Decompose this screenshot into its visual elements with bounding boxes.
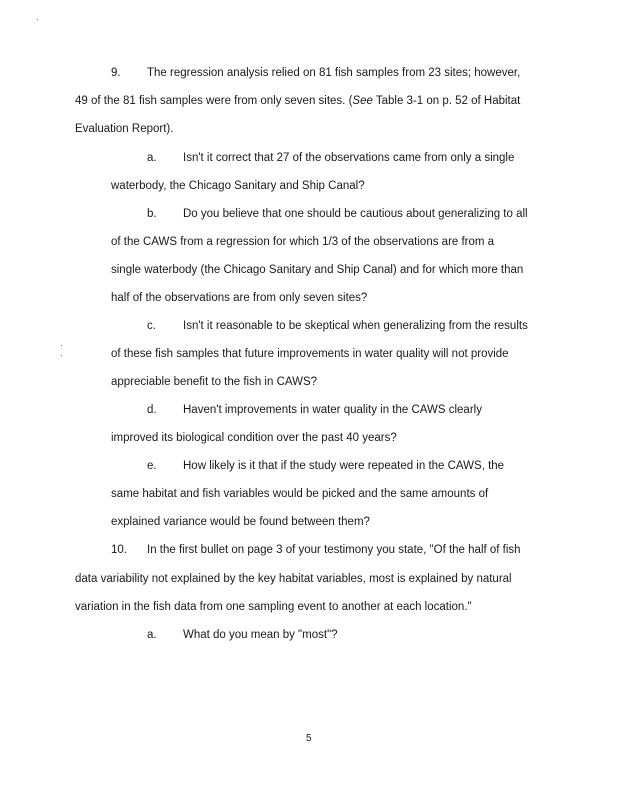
question-text-line: Evaluation Report).	[75, 123, 174, 135]
sub-question-text-line: Isn't it correct that 27 of the observations came from only a single	[183, 152, 515, 164]
sub-question-text-line: appreciable benefit to the fish in CAWS?	[111, 376, 318, 388]
scan-speck	[61, 355, 62, 356]
sub-question-text-line: single waterbody (the Chicago Sanitary and Ship Canal) and for which more than	[111, 264, 524, 276]
sub-question-label: b.	[147, 208, 157, 220]
sub-question-text-line: How likely is it that if the study were repeated in the CAWS, the	[183, 460, 505, 472]
scan-speck	[61, 345, 62, 346]
see-italic: See	[352, 95, 373, 107]
sub-question-text-line: of these fish samples that future improvements in water quality will not provide	[111, 348, 509, 360]
sub-question-label: d.	[147, 404, 157, 416]
sub-question-text-line: waterbody, the Chicago Sanitary and Ship Canal?	[111, 180, 365, 192]
question-text-line: The regression analysis relied on 81 fish samples from 23 sites; however,	[147, 67, 521, 79]
sub-question-text-line: Haven't improvements in water quality in the CAWS clearly	[183, 404, 482, 416]
question-text-line: variation in the fish data from one sampling event to another at each location."	[75, 601, 472, 613]
question-text-line: data variability not explained by the key habitat variables, most is explained by natural	[75, 573, 512, 585]
sub-question-text-line: Isn't it reasonable to be skeptical when generalizing from the results	[183, 320, 528, 332]
sub-question-text-line: Do you believe that one should be cautious about generalizing to all	[183, 208, 528, 220]
scan-speck	[37, 19, 38, 20]
question-text-line: 49 of the 81 fish samples were from only seven sites. (See Table 3-1 on p. 52 of Habitat	[75, 95, 521, 107]
sub-question-text-line: improved its biological condition over the past 40 years?	[111, 432, 397, 444]
sub-question-text-line: What do you mean by "most"?	[183, 629, 338, 641]
sub-question-label: c.	[147, 320, 156, 332]
page-number: 5	[306, 733, 312, 744]
sub-question-label: a.	[147, 629, 157, 641]
sub-question-label: e.	[147, 460, 157, 472]
sub-question-label: a.	[147, 152, 157, 164]
question-number: 10.	[111, 544, 127, 556]
sub-question-text-line: half of the observations are from only seven sites?	[111, 292, 368, 304]
question-number: 9.	[111, 67, 121, 79]
question-text-line: In the first bullet on page 3 of your testimony you state, "Of the half of fish	[147, 544, 521, 556]
sub-question-text-line: same habitat and fish variables would be picked and the same amounts of	[111, 488, 489, 500]
sub-question-text-line: of the CAWS from a regression for which 1/3 of the observations are from a	[111, 236, 495, 248]
sub-question-text-line: explained variance would be found between them?	[111, 516, 370, 528]
